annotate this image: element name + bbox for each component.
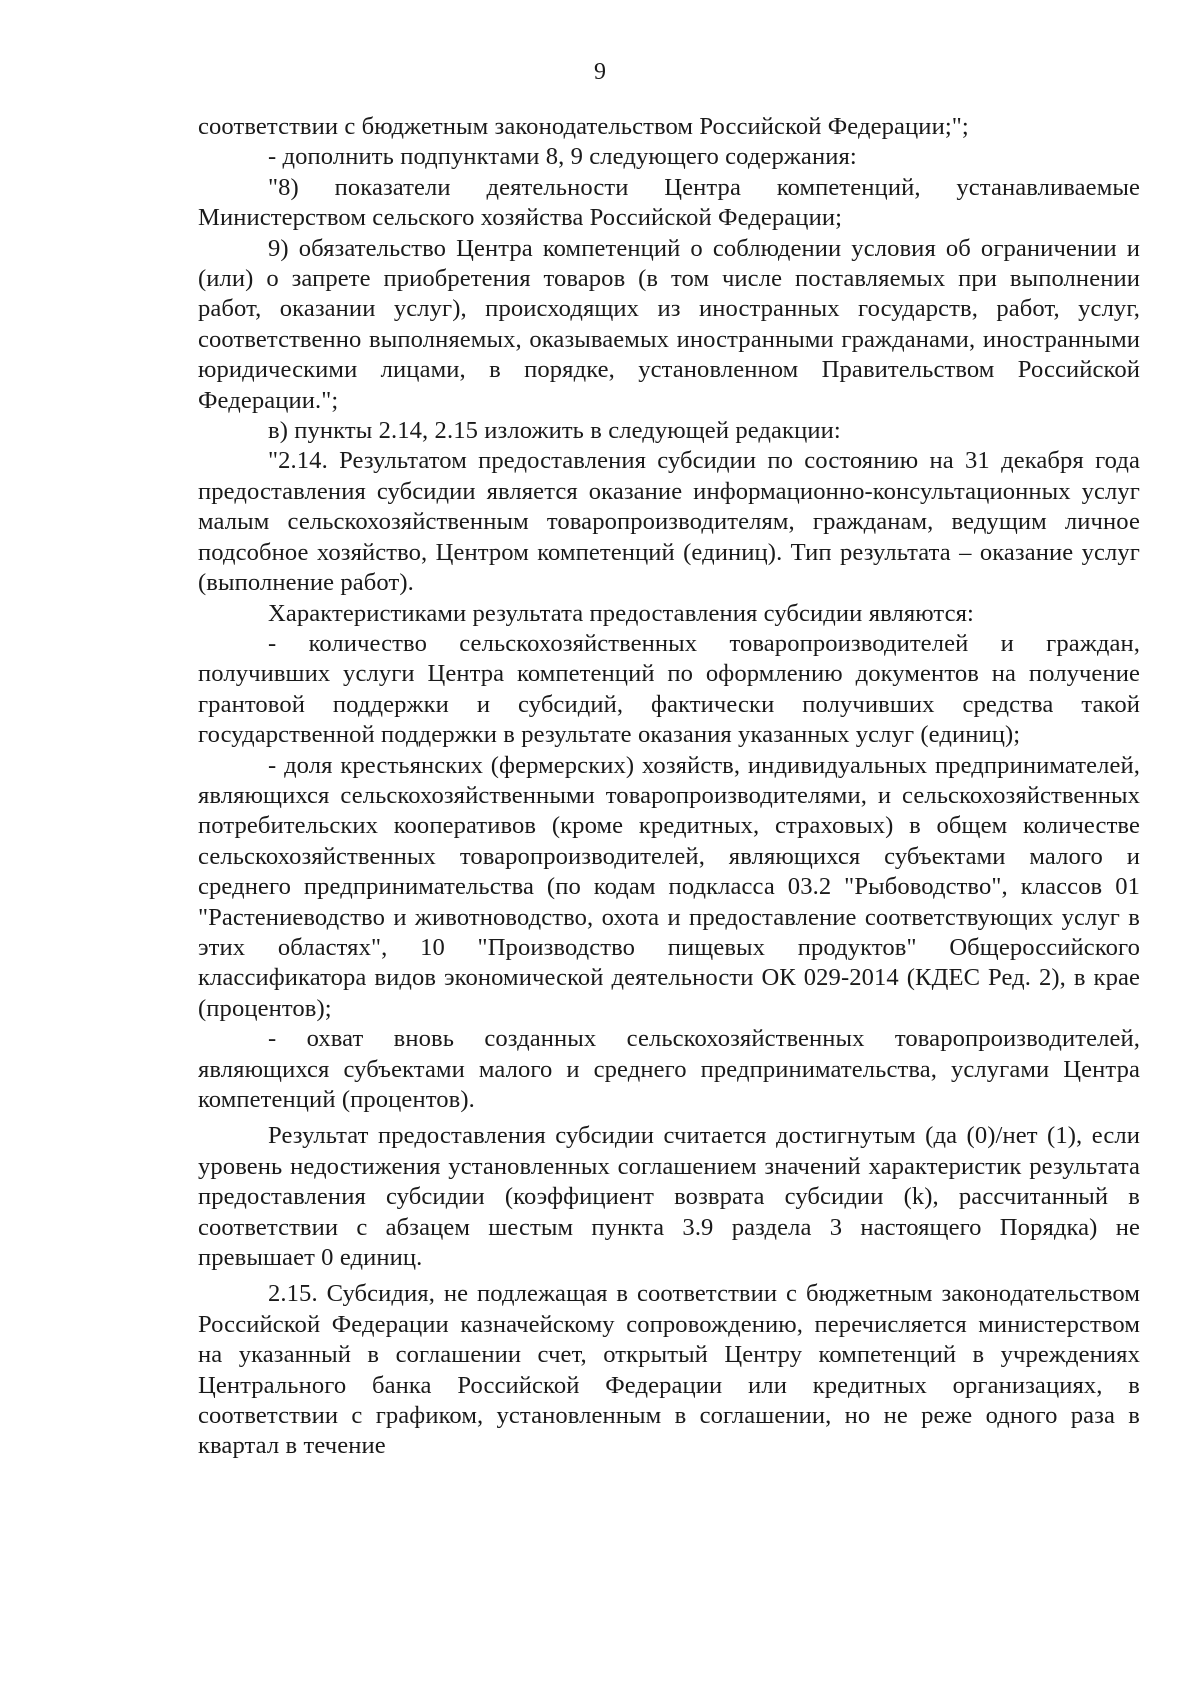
paragraph: Результат предоставления субсидии считается достигнутым (да (0)/нет (1), если уровень недостижения установленных соглашением значений характеристик результата предоставления субсидии (коэффициент возврата субсидии (k), рассчитанный в соответствии с абзацем шестым пункта 3.9 раздела 3 настоящего Порядка) не превышает 0 единиц. — [198, 1122, 1140, 1272]
paragraph: Характеристиками результата предоставления субсидии являются: — [268, 599, 974, 627]
paragraph: 9) обязательство Центра компетенций о соблюдении условия об ограничении и (или) о запрете приобретения товаров (в том числе поставляемых при выполнении работ, оказании услуг), происходящих из иностранных государств, работ, услуг, соответственно выполняемых, оказываемых иностранными гражданами, иностранными юридическими лицами, в порядке, установленном Правительством Российской Федерации."; — [198, 234, 1140, 414]
document-body — [198, 112, 1140, 1462]
paragraph: - количество сельскохозяйственных товаропроизводителей и граждан, получивших услуги Центра компетенций по оформлению документов на получение грантовой поддержки и субсидий, фактически получивших средства такой государственной поддержки в результате оказания указанных услуг (единиц); — [198, 629, 1140, 749]
page-number: 9 — [594, 59, 606, 85]
paragraph: - охват вновь созданных сельскохозяйственных товаропроизводителей, являющихся субъектами малого и среднего предпринимательства, услугами Центра компетенций (процентов). — [198, 1025, 1140, 1113]
paragraph: в) пункты 2.14, 2.15 изложить в следующей редакции: — [268, 417, 841, 445]
paragraph: - доля крестьянских (фермерских) хозяйств, индивидуальных предпринимателей, являющихся сельскохозяйственными товаропроизводителями, и сельскохозяйственных потребительских кооперативов (кроме кредитных, страховых) в общем количестве сельскохозяйственных товаропроизводителей, являющихся субъектами малого и среднего предпринимательства (по кодам подкласса 03.2 "Рыбоводство", классов 01 "Растениеводство и животноводство, охота и предоставление соответствующих услуг в этих областях", 10 "Производство пищевых продуктов" Общероссийского классификатора видов экономической деятельности ОК 029-2014 (КДЕС Ред. 2), в крае (процентов); — [198, 751, 1140, 1022]
paragraph: 2.15. Субсидия, не подлежащая в соответствии с бюджетным законодательством Российской Федерации казначейскому сопровождению, перечисляется министерством на указанный в соглашении счет, открытый Центру компетенций в учреждениях Центрального банка Российской Федерации или кредитных организациях, в соответствии с графиком, установленным в соглашении, но не реже одного раза в квартал в течение — [198, 1280, 1140, 1460]
paragraph: "2.14. Результатом предоставления субсидии по состоянию на 31 декабря года предоставления субсидии является оказание информационно-консультационных услуг малым сельскохозяйственным товаропроизводителям, гражданам, ведущим личное подсобное хозяйство, Центром компетенций (единиц). Тип результата – оказание услуг (выполнение работ). — [198, 447, 1140, 597]
paragraph: - дополнить подпунктами 8, 9 следующего содержания: — [268, 143, 857, 171]
paragraph: соответствии с бюджетным законодательством Российской Федерации;"; — [198, 113, 969, 140]
paragraph: "8) показатели деятельности Центра компетенций, устанавливаемые Министерством сельского хозяйства Российской Федерации; — [198, 173, 1140, 232]
